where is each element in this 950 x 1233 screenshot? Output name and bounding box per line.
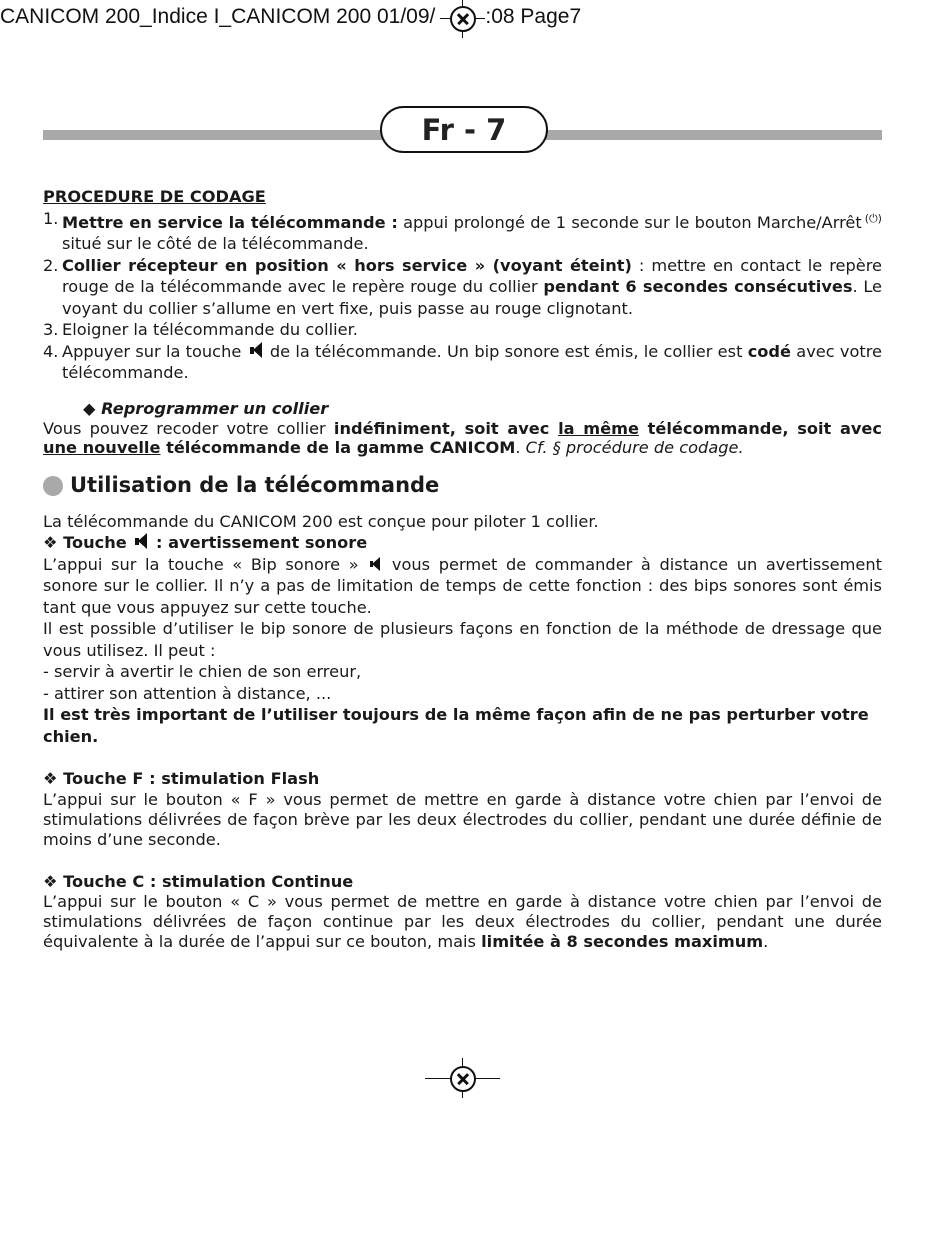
speaker-icon — [370, 557, 380, 571]
touche-sound-important: Il est très important de l’utiliser toujours de la même façon afin de ne pas perturber votre chien. — [43, 705, 869, 746]
touche-sound-paragraph-1: L’appui sur la touche « Bip sonore » vous permet de commander à distance un avertissement sonore sur le collier. Il n’y a pas de limitation de temps de cette fonction : des bips sonores sont émis tant que vous appuyez sur cette touche. — [43, 554, 882, 617]
procedure-step-1: 1. Mettre en service la télécommande : appui prolongé de 1 seconde sur le bouton Marche/Arrêt (⏻) situé sur le côté de la télécommande. — [43, 208, 882, 253]
touche-sound-item-1: - servir à avertir le chien de son erreur, — [43, 662, 362, 681]
registration-mark-top-icon — [450, 6, 476, 32]
slug-right: :08 Page7 — [485, 5, 582, 28]
procedure-title: PROCEDURE DE CODAGE — [43, 187, 266, 206]
speaker-icon — [135, 533, 147, 550]
page-content — [43, 186, 882, 952]
procedure-step-2: 2. Collier récepteur en position « hors service » (voyant éteint) : mettre en contact le repère rouge de la télécommande avec le repère rouge du collier pendant 6 secondes consécutives. Le voyant du collier s’allume en vert fixe, puis passe au rouge clignotant. — [43, 255, 883, 318]
power-icon: (⏻) — [864, 211, 882, 225]
reprogram-title: ◆ Reprogrammer un collier — [83, 398, 329, 418]
touche-f-title: ❖ Touche F : stimulation Flash — [43, 769, 320, 788]
page-number-badge: Fr - 7 — [380, 106, 548, 153]
section-intro: La télécommande du CANICOM 200 est conçue pour piloter 1 collier. — [43, 511, 599, 531]
registration-mark-bottom-icon — [450, 1066, 476, 1092]
print-slug — [0, 5, 581, 29]
circle-bullet-icon — [43, 476, 63, 496]
procedure-steps — [43, 208, 882, 384]
procedure-step-4: 4. Appuyer sur la touche de la télécommande. Un bip sonore est émis, le collier est codé avec votre télécommande. — [43, 341, 882, 382]
speaker-icon — [250, 342, 262, 359]
touche-f-paragraph: L’appui sur le bouton « F » vous permet de mettre en garde à distance votre chien par l’envoi de stimulations délivrées de façon brève par les deux électrodes du collier, pendant une durée définie de moins d’une seconde. — [43, 789, 882, 849]
touche-sound-paragraph-2: Il est possible d’utiliser le bip sonore de plusieurs façons en fonction de la méthode de dressage que vous utilisez. Il peut : — [43, 619, 882, 660]
touche-sound-title: ❖ Touche : avertissement sonore — [43, 533, 368, 552]
section-heading: Utilisation de la télécommande — [43, 475, 882, 497]
reprogram-paragraph: Vous pouvez recoder votre collier indéfiniment, soit avec la même télécommande, soit avec une nouvelle télécommande de la gamme CANICOM. Cf. § procédure de codage. — [43, 419, 883, 457]
touche-c-title: ❖ Touche C : stimulation Continue — [43, 871, 354, 891]
touche-c-paragraph: L’appui sur le bouton « C » vous permet de mettre en garde à distance votre chien par l’envoi de stimulations délivrées de façon continue par les deux électrodes du collier, pendant une durée équivalente à la durée de l’appui sur ce bouton, mais limitée à 8 secondes maximum. — [43, 892, 882, 951]
procedure-step-3: 3. Eloigner la télécommande du collier. — [43, 320, 358, 339]
slug-left: CANICOM 200_Indice I_CANICOM 200 01/09/ — [0, 5, 436, 28]
touche-sound-item-2: - attirer son attention à distance, ... — [43, 683, 332, 703]
